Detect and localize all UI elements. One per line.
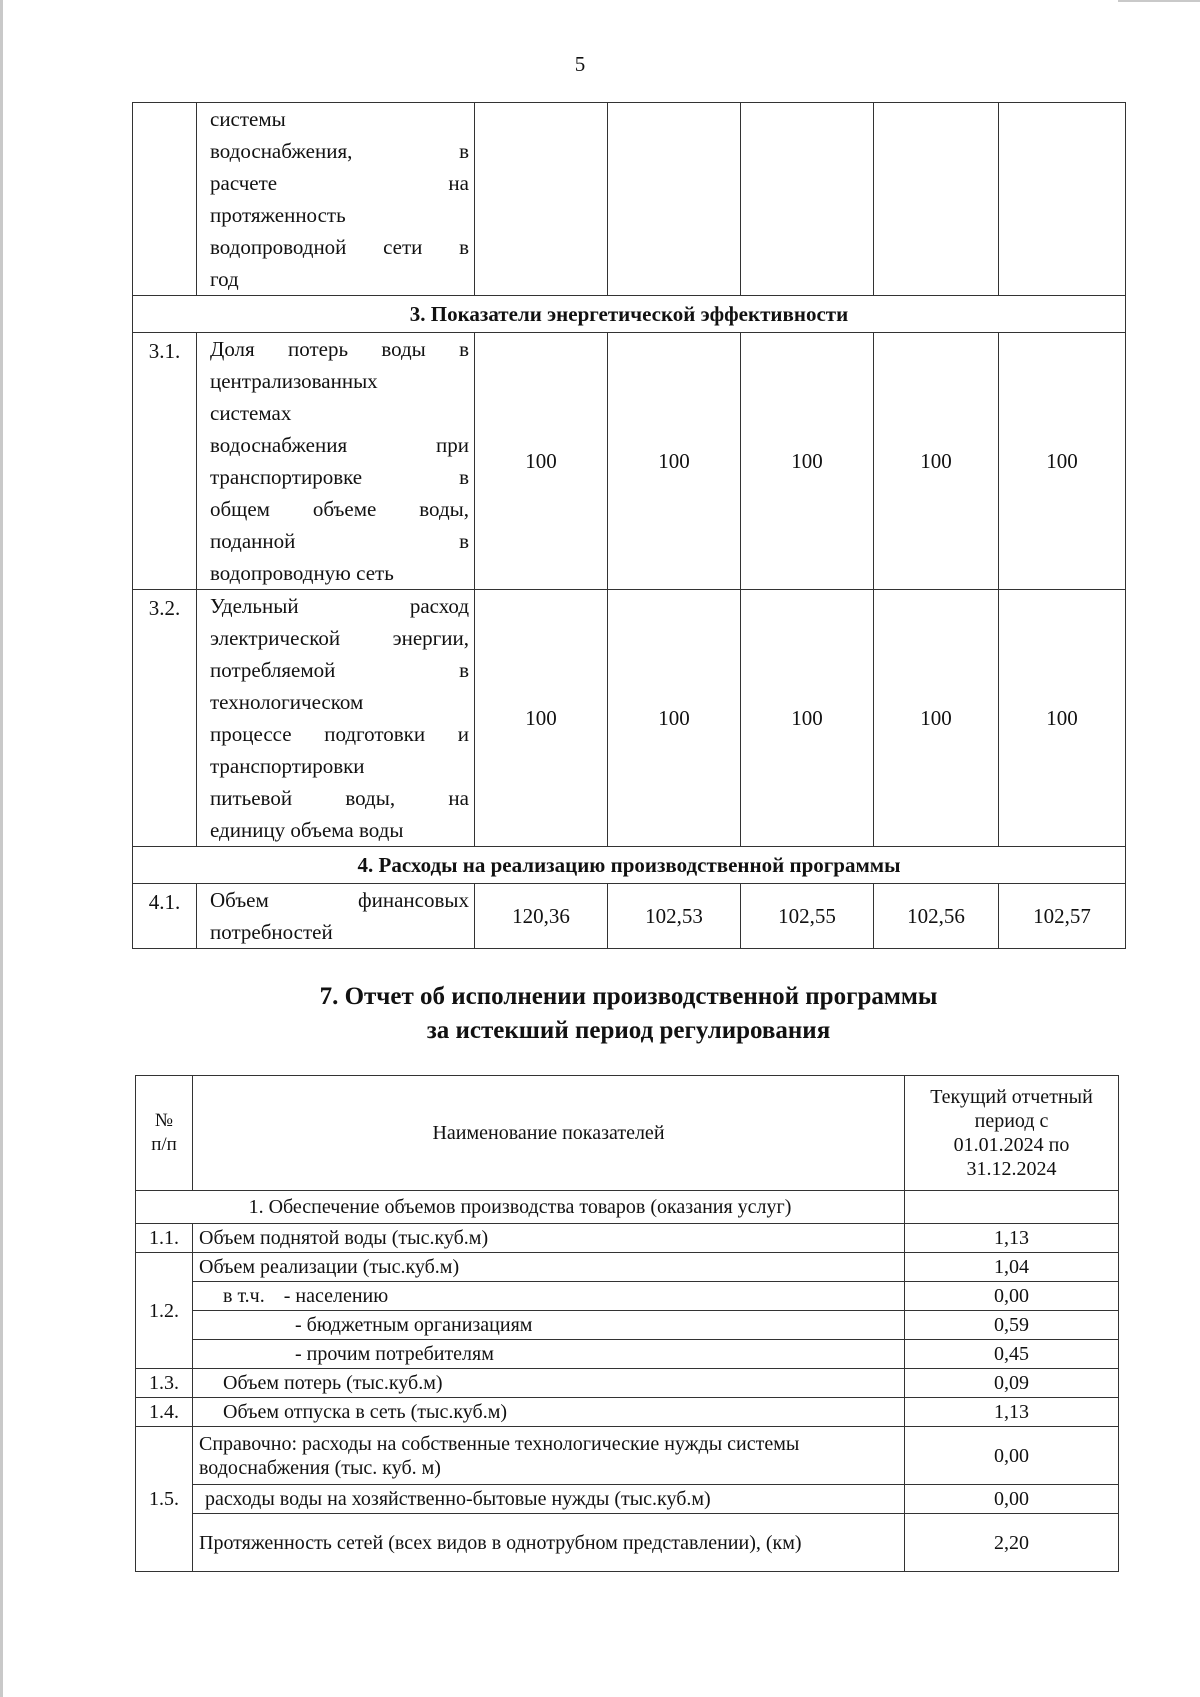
value-cell: 1,13 (905, 1224, 1119, 1253)
value-cell: 0,09 (905, 1369, 1119, 1398)
header-text: 01.01.2024 по (953, 1134, 1070, 1156)
value-cell: 102,57 (999, 884, 1126, 949)
value-cell (741, 103, 874, 296)
report-title-line2: за истекший период регулирования (426, 1017, 831, 1044)
value-cell: 0,00 (905, 1282, 1119, 1311)
name-column-header: Наименование показателей (193, 1076, 905, 1191)
row-number-cell (133, 103, 197, 296)
header-row (136, 1076, 1119, 1191)
value-cell: 100 (741, 333, 874, 590)
desc-line: водопроводной сети в (210, 235, 469, 259)
desc-line: технологическом (210, 690, 364, 714)
desc-line: транспортировке в (210, 465, 469, 489)
section-header-row (133, 847, 1126, 884)
subitem-label: - населению (283, 1285, 389, 1307)
header-text: № (154, 1110, 174, 1131)
indicator-name: расходы воды на хозяйственно-бытовые нужды (тыс.куб.м) (193, 1485, 905, 1514)
indicator-name: - бюджетным организациям (193, 1311, 905, 1340)
desc-line: расчете на (210, 171, 469, 195)
value-cell (874, 103, 999, 296)
value-cell: 1,13 (905, 1398, 1119, 1427)
section-1-title: 1. Обеспечение объемов производства товаров (оказания услуг) (136, 1191, 905, 1224)
value-cell: 100 (475, 590, 608, 847)
header-text: Текущий отчетный (930, 1086, 1093, 1108)
value-cell: 102,56 (874, 884, 999, 949)
desc-line: потребляемой в (210, 658, 469, 682)
desc-line: системах (210, 401, 292, 425)
table-row (136, 1427, 1119, 1485)
value-cell: 102,53 (608, 884, 741, 949)
value-cell: 0,59 (905, 1311, 1119, 1340)
table-row (136, 1485, 1119, 1514)
desc-line: водопроводную сеть (210, 561, 394, 585)
desc-line: единицу объема воды (210, 818, 404, 842)
desc-line: Доля потерь воды в (210, 337, 469, 361)
value-cell: 100 (874, 590, 999, 847)
desc-line: протяженность (210, 203, 346, 227)
period-column-header (905, 1076, 1119, 1191)
table-row (136, 1253, 1119, 1282)
prefix-label: в т.ч. (223, 1285, 265, 1307)
indicator-name: Справочно: расходы на собственные технологические нужды системы водоснабжения (тыс. куб. м) (193, 1427, 905, 1485)
indicator-name: Объем отпуска в сеть (тыс.куб.м) (193, 1398, 905, 1427)
number-column-header (136, 1076, 193, 1191)
table-row (136, 1224, 1119, 1253)
row-number: 1.4. (136, 1398, 193, 1427)
value-cell (475, 103, 608, 296)
desc-line: централизованных (210, 369, 378, 393)
indicator-name (193, 1282, 905, 1311)
row-number: 3.1. (133, 333, 197, 590)
report-table (135, 1075, 1119, 1572)
value-cell: 0,45 (905, 1340, 1119, 1369)
desc-line: электрической энергии, (210, 626, 469, 650)
value-cell: 102,55 (741, 884, 874, 949)
desc-line: Объем финансовых (210, 888, 469, 912)
value-cell: 100 (874, 333, 999, 590)
table-row (136, 1311, 1119, 1340)
desc-line: поданной в (210, 529, 469, 553)
indicator-description (197, 103, 475, 296)
value-cell: 0,00 (905, 1485, 1119, 1514)
desc-line: процессе подготовки и (210, 722, 469, 746)
row-number: 1.1. (136, 1224, 193, 1253)
section-4-title: 4. Расходы на реализацию производственной программы (133, 847, 1126, 884)
value-cell: 120,36 (475, 884, 608, 949)
desc-line: потребностей (210, 920, 333, 944)
table-row (136, 1340, 1119, 1369)
table-row-continued (133, 103, 1126, 296)
desc-line: год (210, 267, 239, 291)
row-number: 3.2. (133, 590, 197, 847)
value-cell: 100 (608, 333, 741, 590)
section-header-row (133, 296, 1126, 333)
indicator-name: Объем реализации (тыс.куб.м) (193, 1253, 905, 1282)
value-cell: 100 (999, 333, 1126, 590)
row-number: 1.5. (136, 1427, 193, 1572)
header-text: период с (974, 1110, 1049, 1132)
indicator-name: - прочим потребителям (193, 1340, 905, 1369)
table-row (136, 1369, 1119, 1398)
indicator-name: Протяженность сетей (всех видов в однотрубном представлении), (км) (193, 1514, 905, 1572)
top-right-scan-edge (1118, 0, 1200, 2)
section-row (136, 1191, 1119, 1224)
row-number: 1.2. (136, 1253, 193, 1369)
desc-line: питьевой воды, на (210, 786, 469, 810)
value-cell: 100 (741, 590, 874, 847)
row-number: 1.3. (136, 1369, 193, 1398)
value-cell: 2,20 (905, 1514, 1119, 1572)
indicator-name: Объем потерь (тыс.куб.м) (193, 1369, 905, 1398)
value-cell: 1,04 (905, 1253, 1119, 1282)
value-cell (999, 103, 1126, 296)
desc-line: водоснабжения, в (210, 139, 469, 163)
header-text: п/п (151, 1134, 177, 1155)
value-cell (608, 103, 741, 296)
row-number: 4.1. (133, 884, 197, 949)
desc-line: общем объеме воды, (210, 497, 469, 521)
section-3-title: 3. Показатели энергетической эффективности (133, 296, 1126, 333)
desc-line: водоснабжения при (210, 433, 469, 457)
desc-line: транспортировки (210, 754, 365, 778)
table-row-3-1 (133, 333, 1126, 590)
page-number: 5 (574, 52, 586, 76)
indicator-description (197, 590, 475, 847)
value-cell: 100 (475, 333, 608, 590)
header-text: 31.12.2024 (966, 1158, 1057, 1180)
report-title-line1: 7. Отчет об исполнении производственной программы (319, 983, 938, 1010)
value-cell: 100 (999, 590, 1126, 847)
desc-line: системы (210, 107, 286, 131)
desc-line: Удельный расход (210, 594, 469, 618)
indicator-description (197, 333, 475, 590)
value-cell: 0,00 (905, 1427, 1119, 1485)
table-row (136, 1282, 1119, 1311)
table-row-4-1 (133, 884, 1126, 949)
indicator-name: Объем поднятой воды (тыс.куб.м) (193, 1224, 905, 1253)
indicators-table (132, 102, 1126, 949)
value-cell (905, 1191, 1119, 1224)
value-cell: 100 (608, 590, 741, 847)
table-row-3-2 (133, 590, 1126, 847)
indicator-description (197, 884, 475, 949)
left-scan-edge (0, 0, 3, 1697)
table-row (136, 1514, 1119, 1572)
table-row (136, 1398, 1119, 1427)
